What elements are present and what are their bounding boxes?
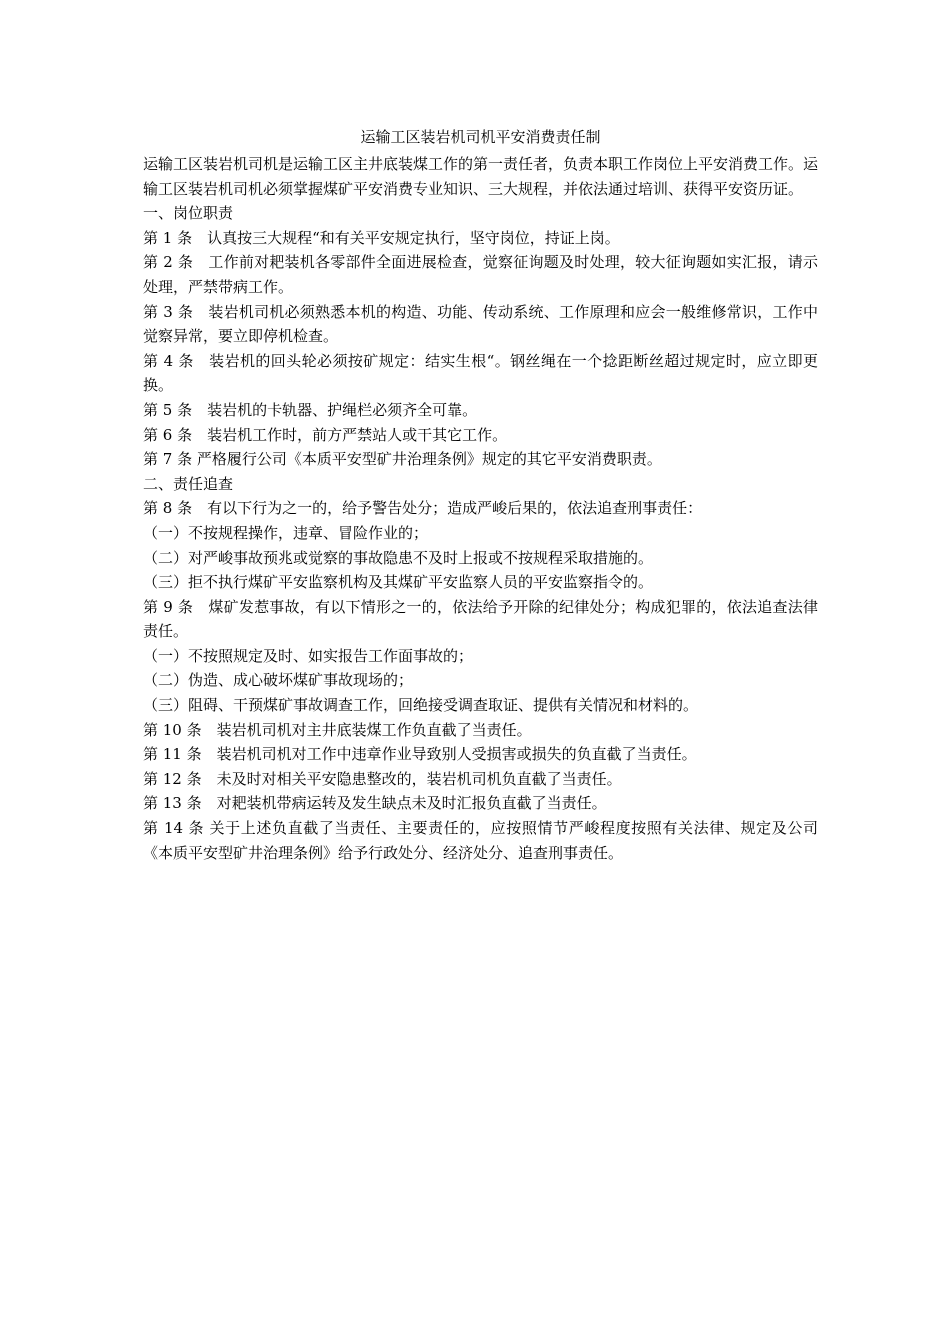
article-9-item-3: （三）阻碍、干预煤矿事故调查工作，回绝接受调查取证、提供有关情况和材料的。 (143, 696, 699, 715)
article-13: 第 13 条 对耙装机带病运转及发生缺点未及时汇报负直截了当责任。 (143, 794, 607, 813)
article-11: 第 11 条 装岩机司机对工作中违章作业导致别人受损害或损失的负直截了当责任。 (143, 745, 697, 764)
article-8-item-3: （三）拒不执行煤矿平安监察机构及其煤矿平安监察人员的平安监察指令的。 (143, 573, 654, 592)
article-8-item-1: （一）不按规程操作，违章、冒险作业的； (143, 523, 429, 542)
section-heading-duties: 一、岗位职责 (143, 204, 234, 223)
article-10: 第 10 条 装岩机司机对主井底装煤工作负直截了当责任。 (143, 720, 532, 739)
document-title: 运输工区装岩机司机平安消费责任制 (360, 128, 601, 146)
article-7: 第 7 条 严格履行公司《本质平安型矿井治理条例》规定的其它平安消费职责。 (143, 450, 662, 469)
article-9-item-2: （二）伪造、成心破坏煤矿事故现场的； (143, 671, 414, 690)
article-5: 第 5 条 装岩机的卡轨器、护绳栏必须齐全可靠。 (143, 400, 478, 419)
article-6: 第 6 条 装岩机工作时，前方严禁站人或干其它工作。 (143, 425, 508, 444)
article-1: 第 1 条 认真按三大规程“和有关平安规定执行，坚守岗位，持证上岗。 (143, 228, 620, 247)
article-4: 第 4 条 装岩机的回头轮必须按矿规定：结实生根“。钢丝绳在一个捻距断丝超过规定时，应立即更换。 (143, 351, 818, 395)
article-9: 第 9 条 煤矿发惹事故，有以下情形之一的，依法给予开除的纪律处分；构成犯罪的，依法追查法律责任。 (143, 597, 818, 641)
article-2: 第 2 条 工作前对耙装机各零部件全面进展检查，觉察征询题及时处理，较大征询题如实汇报，请示处理，严禁带病工作。 (143, 253, 818, 296)
article-8-item-2: （二）对严峻事故预兆或觉察的事故隐患不及时上报或不按规程采取措施的。 (143, 548, 654, 567)
article-8: 第 8 条 有以下行为之一的，给予警告处分；造成严峻后果的，依法追查刑事责任： (143, 499, 703, 518)
article-9-item-1: （一）不按照规定及时、如实报告工作面事故的； (143, 646, 474, 665)
article-3: 第 3 条 装岩机司机必须熟悉本机的构造、功能、传动系统、工作原理和应会一般维修常识，工作中觉察异常，要立即停机检查。 (143, 302, 818, 346)
article-14: 第 14 条 关于上述负直截了当责任、主要责任的，应按照情节严峻程度按照有关法律、规定及公司《本质平安型矿井治理条例》给予行政处分、经济处分、追查刑事责任。 (143, 819, 818, 862)
section-heading-liability: 二、责任追查 (143, 474, 234, 493)
document-body (143, 122, 818, 865)
intro-paragraph: 运输工区装岩机司机是运输工区主井底装煤工作的第一责任者，负责本职工作岗位上平安消费工作。运输工区装岩机司机必须掌握煤矿平安消费专业知识、三大规程，并依法通过培训、获得平安资历证。 (143, 155, 819, 198)
article-12: 第 12 条 未及时对相关平安隐患整改的，装岩机司机负直截了当责任。 (143, 769, 622, 788)
